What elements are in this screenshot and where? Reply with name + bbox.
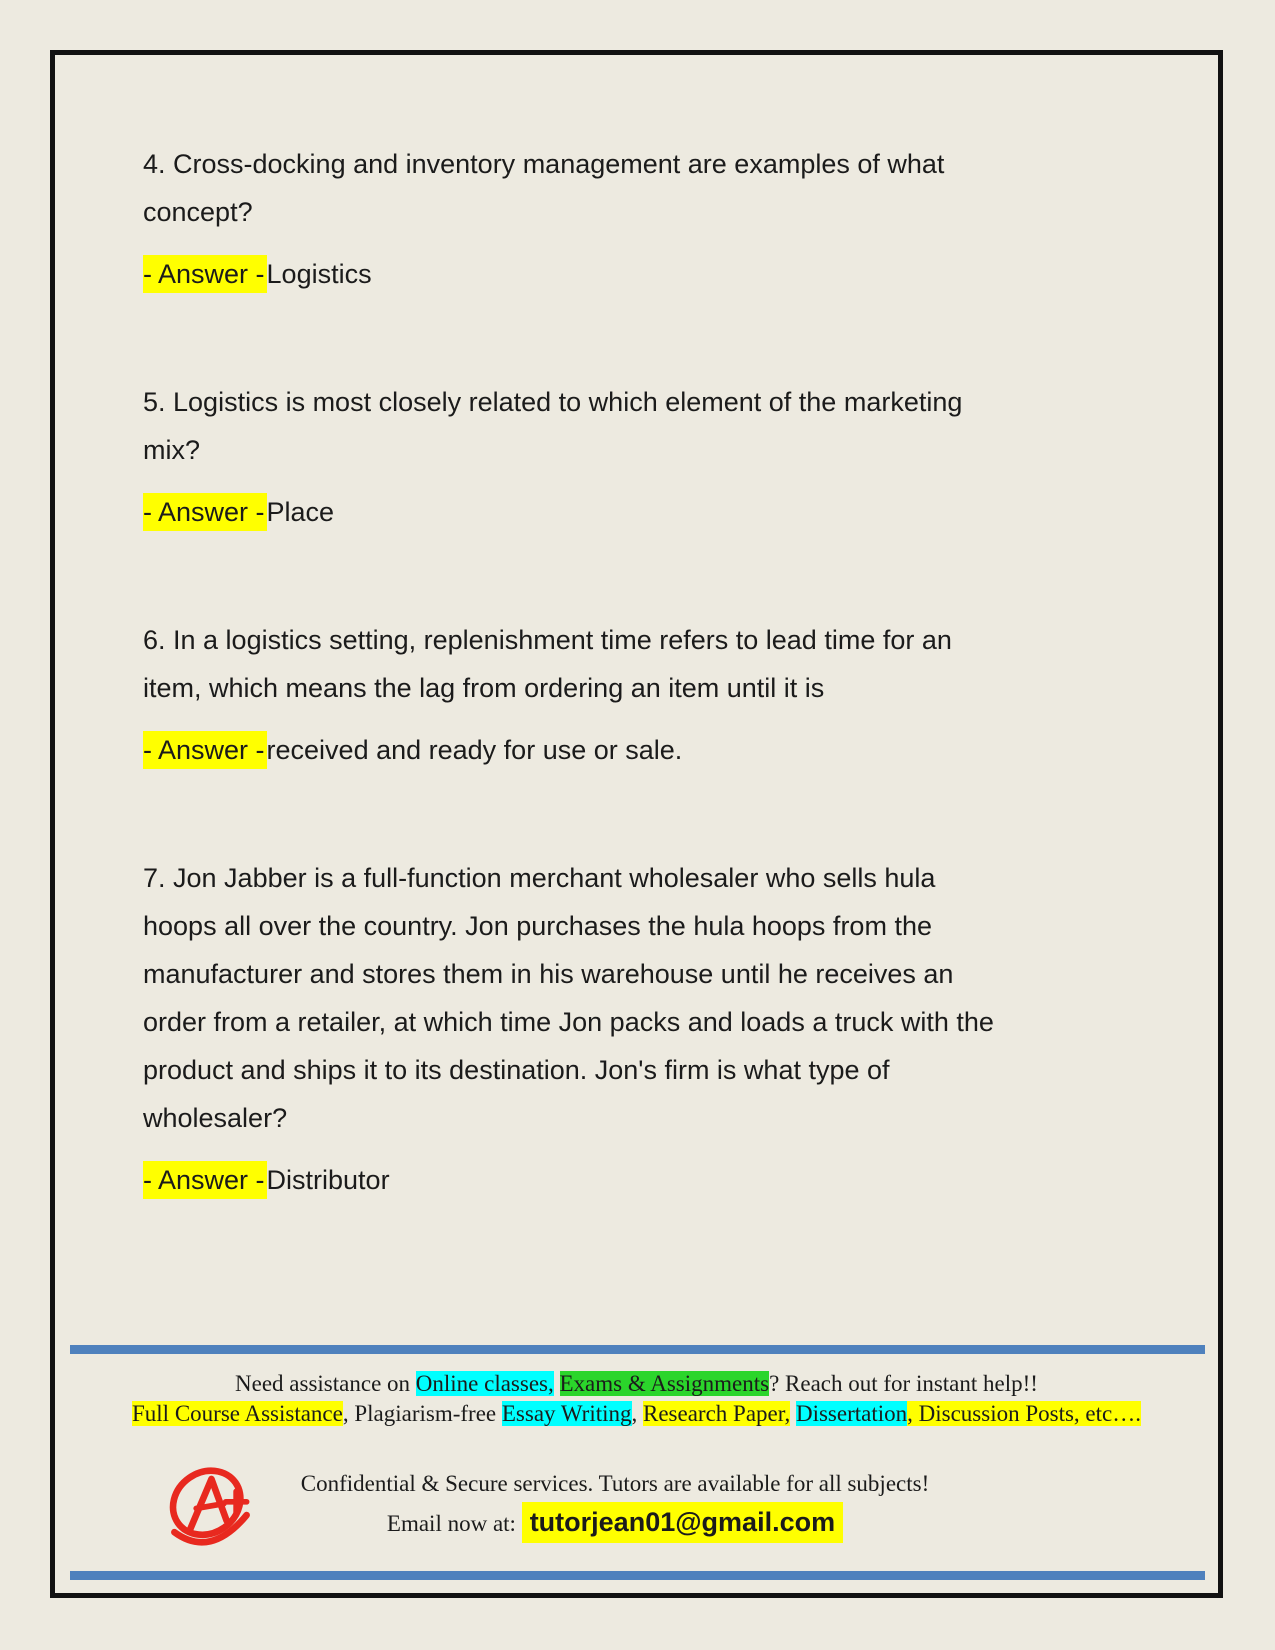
footer-services-line — [55, 1399, 1218, 1429]
confidential-line: Confidential & Secure services. Tutors are available for all subjects! — [300, 1471, 930, 1496]
question-text-line: 7. Jon Jabber is a full-function merchant wholesaler who sells hula — [143, 863, 936, 893]
plain-text: ? Reach out for instant help!! — [769, 1371, 1038, 1396]
question-text — [143, 616, 1178, 712]
email-address: tutorjean01@gmail.com — [522, 1502, 843, 1543]
question-text-line: order from a retailer, at which time Jon packs and loads a truck with the — [143, 1007, 994, 1037]
question-text-line: 5. Logistics is most closely related to which element of the marketing — [143, 387, 963, 417]
question-text — [143, 854, 1178, 1142]
question-text-line: mix? — [143, 435, 201, 465]
answer-line — [143, 726, 1178, 774]
page-frame — [50, 50, 1223, 1598]
question-text-line: 6. In a logistics setting, replenishment time refers to lead time for an — [143, 625, 952, 655]
highlighted-text: Full Course Assistance — [132, 1401, 343, 1426]
plain-text: , — [631, 1401, 643, 1426]
question-text-line: item, which means the lag from ordering an item until it is — [143, 673, 825, 703]
answer-line — [143, 1156, 1178, 1204]
question-text-line: manufacturer and stores them in his warehouse until he receives an — [143, 959, 954, 989]
question-text — [143, 140, 1178, 236]
question-text-line: product and ships it to its destination. Jon's firm is what type of — [143, 1055, 890, 1085]
highlighted-text: Exams & Assignments — [559, 1371, 770, 1396]
answer-line — [143, 250, 1178, 298]
question-text-line: wholesaler? — [143, 1103, 288, 1133]
answer-label-highlight: - Answer - — [143, 1161, 267, 1199]
footer-help-line — [55, 1369, 1218, 1399]
footer-divider-bottom — [70, 1571, 1205, 1580]
highlighted-text: Online classes, — [415, 1371, 554, 1396]
answer-text: received and ready for use or sale. — [266, 735, 683, 765]
email-line — [85, 1507, 1145, 1538]
highlighted-text: Essay Writing — [501, 1401, 632, 1426]
question-text-line: 4. Cross-docking and inventory management are examples of what — [143, 149, 945, 179]
answer-label-highlight: - Answer - — [143, 255, 267, 293]
question-text — [143, 378, 1178, 474]
answer-label-highlight: - Answer - — [143, 493, 267, 531]
highlighted-text: , Discussion Posts, etc…. — [907, 1401, 1141, 1426]
highlighted-text: Research Paper, — [643, 1401, 791, 1426]
question-text-line: hoops all over the country. Jon purchases the hula hoops from the — [143, 911, 932, 941]
answer-label-highlight: - Answer - — [143, 731, 267, 769]
plain-text: , Plagiarism-free — [342, 1401, 502, 1426]
answer-line — [143, 488, 1178, 536]
plain-text: Need assistance on — [235, 1371, 416, 1396]
answer-text: Logistics — [266, 259, 372, 289]
email-label: Email now at: — [386, 1511, 516, 1536]
footer-divider-top — [70, 1345, 1205, 1354]
question-text-line: concept? — [143, 197, 253, 227]
answer-text: Distributor — [266, 1165, 390, 1195]
answer-text: Place — [266, 497, 335, 527]
questions — [143, 140, 1178, 1284]
highlighted-text: Dissertation — [795, 1401, 908, 1426]
plain-text — [554, 1371, 560, 1396]
